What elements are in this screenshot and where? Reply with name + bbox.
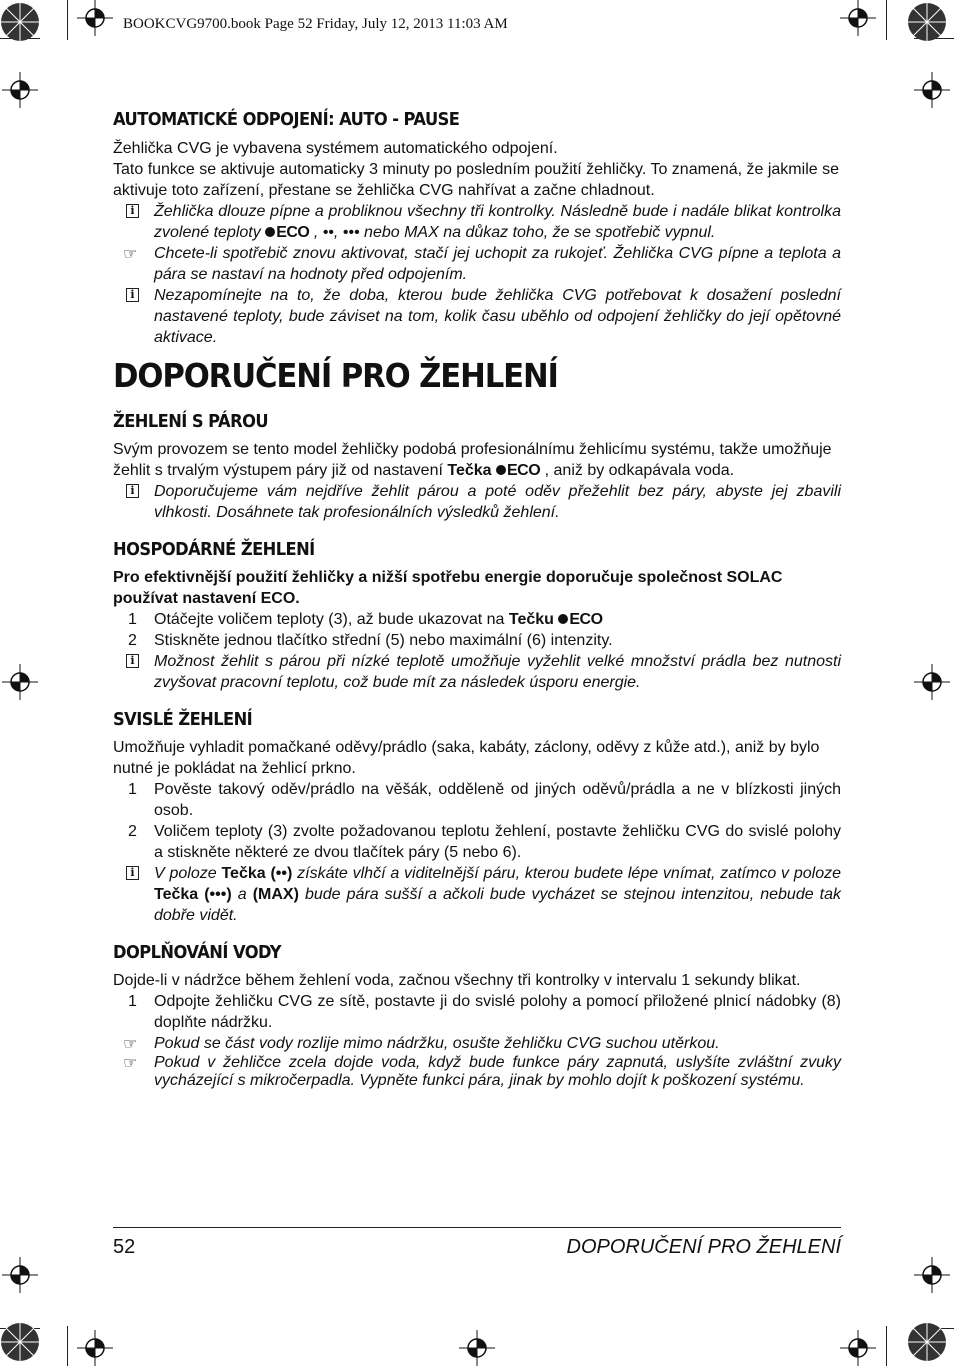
list-item: 1 Otáčejte voličem teploty (3), až bude ukazovat na Tečku ECO: [128, 611, 603, 628]
paragraph: Dojde-li v nádržce během žehlení voda, začnou všechny tři kontrolky v intervalu 1 sekundy blikat.: [113, 972, 801, 989]
star-target-icon: [0, 2, 40, 42]
page-number: 52: [113, 1236, 136, 1258]
running-head: DOPORUČENÍ PRO ŽEHLENÍ: [566, 1236, 841, 1258]
chapter-title: DOPORUČENÍ PRO ŽEHLENÍ: [113, 356, 558, 395]
info-note: i V poloze Tečka (••) získáte vlhčí a viditelnější páru, kterou budete lépe vnímat, zatímco v poloze Tečka (•••) a (MAX) bude pára sušší a ačkoli bude vycházet se stejnou intenzitou, nebude tak dobře vidět.: [113, 863, 841, 926]
info-note: i Žehlička dlouze pípne a probliknou všechny tři kontrolky. Následně bude i nadále blikat kontrolka zvolené teploty ECO , ••, ••• nebo MAX na důkaz toho, že se spotřebič vypnul.: [113, 201, 841, 243]
print-slug: BOOKCVG9700.book Page 52 Friday, July 12, 2013 11:03 AM: [123, 16, 508, 32]
registration-mark-icon: [914, 664, 950, 700]
paragraph: Žehlička CVG je vybavena systémem automatického odpojení.: [113, 140, 558, 157]
list-item: 2 Voličem teploty (3) zvolte požadovanou teplotu žehlení, postavte žehličku CVG do svislé polohy a stiskněte některé ze dvou tlačítek páry (5 nebo 6).: [128, 823, 841, 861]
section-heading-water: DOPLŇOVÁNÍ VODY: [113, 943, 281, 963]
registration-mark-icon: [77, 1330, 113, 1366]
star-target-icon: [907, 2, 947, 42]
registration-mark-icon: [914, 1257, 950, 1293]
registration-mark-icon: [2, 72, 38, 108]
paragraph: Tato funkce se aktivuje automaticky 3 minuty po posledním použití žehličky. To znamená, že jakmile se aktivuje toto zařízení, přestane se žehlička CVG nahřívat a začne chladnout.: [113, 161, 839, 199]
star-target-icon: [907, 1322, 947, 1362]
registration-mark-icon: [459, 1330, 495, 1366]
footer-rule: [113, 1227, 841, 1228]
info-note: i Nezapomínejte na to, že doba, kterou bude žehlička CVG potřebovat k dosažení poslední nastavené teploty, bude záviset na tom, kolik času uběhlo od odpojení žehličky do její opětovné aktivace.: [113, 285, 841, 348]
crop-mark: [67, 1326, 68, 1366]
pointing-hand-icon: ☞: [123, 1053, 138, 1072]
crop-mark: [886, 1326, 887, 1366]
paragraph: Pro efektivnější použití žehličky a nižší spotřebu energie doporučuje společnost SOLAC používat nastavení ECO.: [113, 569, 783, 607]
section-heading-auto-pause: AUTOMATICKÉ ODPOJENÍ: AUTO - PAUSE: [113, 110, 460, 130]
registration-mark-icon: [77, 0, 113, 36]
list-item: 2 Stiskněte jednou tlačítko střední (5) nebo maximální (6) intenzity.: [128, 632, 613, 649]
section-heading-vertical: SVISLÉ ŽEHLENÍ: [113, 710, 253, 730]
list-item: 1 Pověste takový oděv/prádlo na věšák, odděleně od jiných oděvů/prádla a ne v blízkosti jiných osob.: [128, 781, 841, 819]
info-note: i Doporučujeme vám nejdříve žehlit párou a poté oděv přežehlit bez páry, abyste jej zbavili vlhkosti. Dosáhnete tak profesionálních výsledků žehlení.: [113, 481, 841, 523]
paragraph: Svým provozem se tento model žehličky podobá profesionálnímu žehlicímu systému, takže umožňuje žehlit s trvalým výstupem páry již od nastavení Tečka ECO , aniž by odkapávala voda.: [113, 441, 832, 479]
eco-symbol-icon: ECO: [265, 224, 309, 241]
crop-mark: [67, 0, 68, 40]
hand-note: ☞ Pokud se část vody rozlije mimo nádržku, osušte žehličku CVG suchou utěrkou.: [123, 1034, 720, 1053]
info-icon: i: [126, 484, 139, 498]
info-icon: i: [126, 204, 139, 218]
section-heading-steam: ŽEHLENÍ S PÁROU: [113, 412, 269, 432]
hand-note: ☞ Chcete-li spotřebič znovu aktivovat, stačí jej uchopit za rukojeť. Žehlička CVG pípne a teplota a pára se nastaví na hodnoty před odpojením.: [123, 244, 841, 283]
section-heading-eco: HOSPODÁRNÉ ŽEHLENÍ: [113, 540, 315, 560]
eco-symbol-icon: ECO: [558, 611, 602, 628]
registration-mark-icon: [840, 1330, 876, 1366]
info-icon: i: [126, 866, 139, 880]
pointing-hand-icon: ☞: [123, 244, 138, 263]
info-icon: i: [126, 288, 139, 302]
info-icon: i: [126, 654, 139, 668]
star-target-icon: [0, 1322, 40, 1362]
list-item: 1 Odpojte žehličku CVG ze sítě, postavte ji do svislé polohy a pomocí přiložené plnicí nádobky (8) doplňte nádržku.: [128, 993, 841, 1031]
eco-symbol-icon: ECO: [496, 462, 540, 479]
registration-mark-icon: [840, 0, 876, 36]
info-note: i Možnost žehlit s párou při nízké teplotě umožňuje vyžehlit velké množství prádla bez nutnosti zvyšovat pracovní teplotu, což bude mít za následek úsporu energie.: [113, 651, 841, 693]
registration-mark-icon: [914, 72, 950, 108]
crop-mark: [886, 0, 887, 40]
hand-note: ☞ Pokud v žehličce zcela dojde voda, když bude funkce páry zapnutá, uslyšíte zvláštní zvuky vycházející s mikročerpadla. Vypněte funkci pára, jinak by mohlo dojít k poškození systému.: [123, 1053, 841, 1089]
registration-mark-icon: [2, 1257, 38, 1293]
pointing-hand-icon: ☞: [123, 1034, 138, 1053]
page-content: [113, 108, 841, 1090]
registration-mark-icon: [2, 664, 38, 700]
paragraph: Umožňuje vyhladit pomačkané oděvy/prádlo (saka, kabáty, záclony, oděvy z kůže atd.), aniž by bylo nutné je pokládat na žehlicí prkno.: [113, 739, 820, 777]
